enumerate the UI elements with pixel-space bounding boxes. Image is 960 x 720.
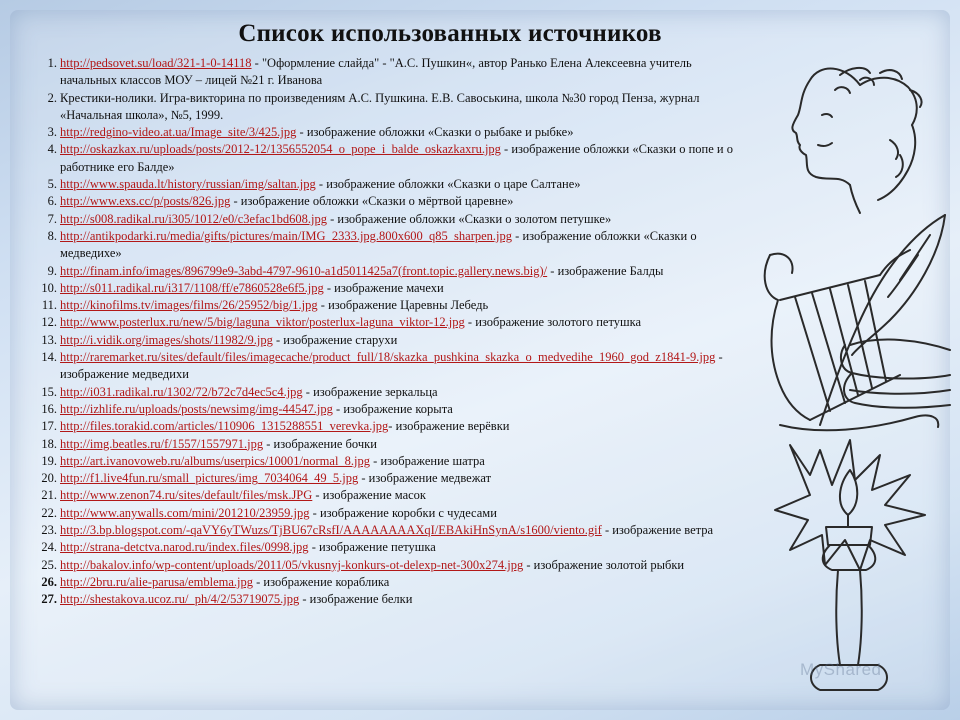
source-number: 9. bbox=[47, 263, 57, 278]
source-link[interactable]: http://strana-detctva.narod.ru/index.files/0998.jpg bbox=[60, 540, 309, 555]
source-description: - изображение корыта bbox=[332, 401, 453, 416]
source-item bbox=[34, 280, 744, 297]
source-text bbox=[60, 211, 744, 228]
source-description: - изображение шатра bbox=[370, 453, 485, 468]
source-text bbox=[60, 522, 744, 539]
source-text bbox=[60, 314, 744, 331]
source-text bbox=[60, 349, 744, 384]
source-link[interactable]: http://www.anywalls.com/mini/201210/23959.jpg bbox=[60, 505, 310, 520]
source-description: - изображение Царевны Лебедь bbox=[317, 298, 489, 313]
source-text bbox=[60, 401, 744, 418]
source-number: 14. bbox=[41, 350, 57, 365]
source-link[interactable]: http://shestakova.ucoz.ru/_ph/4/2/53719075.jpg bbox=[60, 592, 300, 607]
source-text bbox=[60, 453, 744, 470]
source-number: 12. bbox=[41, 315, 57, 330]
source-description: - изображение мачехи bbox=[323, 280, 444, 295]
source-link[interactable]: http://oskazkax.ru/uploads/posts/2012-12/1356552054_o_pope_i_balde_oskazkaxru.jpg bbox=[60, 142, 501, 157]
source-link[interactable]: http://3.bp.blogspot.com/-qaVY6yTWuzs/TjBU67cRsfI/AAAAAAAAXqI/EBAkiHnSynA/s1600/viento.gif bbox=[60, 523, 602, 538]
source-link[interactable]: http://www.exs.cc/p/posts/826.jpg bbox=[60, 194, 231, 209]
source-item bbox=[34, 401, 744, 418]
source-link[interactable]: http://art.ivanovoweb.ru/albums/userpics/10001/normal_8.jpg bbox=[60, 453, 371, 468]
source-number: 10. bbox=[41, 280, 57, 295]
source-item bbox=[34, 539, 744, 556]
source-item bbox=[34, 487, 744, 504]
source-number: 6. bbox=[47, 194, 57, 209]
source-number: 20. bbox=[41, 471, 57, 486]
source-description: - изображение белки bbox=[299, 592, 413, 607]
source-text bbox=[60, 124, 744, 141]
source-item bbox=[34, 591, 744, 608]
source-number: 19. bbox=[41, 453, 57, 468]
sources-list bbox=[34, 55, 744, 609]
source-link[interactable]: http://i031.radikal.ru/1302/72/b72c7d4ec5c4.jpg bbox=[60, 384, 303, 399]
source-number: 21. bbox=[41, 488, 57, 503]
source-link[interactable]: http://izhlife.ru/uploads/posts/newsimg/img-44547.jpg bbox=[60, 401, 333, 416]
source-link[interactable]: http://files.torakid.com/articles/110906_1315288551_verevka.jpg bbox=[60, 419, 389, 434]
source-number: 25. bbox=[41, 557, 57, 572]
source-number: 24. bbox=[41, 540, 57, 555]
source-item bbox=[34, 228, 744, 263]
source-text bbox=[60, 55, 744, 90]
source-text bbox=[60, 574, 744, 591]
source-text bbox=[60, 384, 744, 401]
source-item bbox=[34, 55, 744, 90]
source-number: 4. bbox=[47, 142, 57, 157]
source-number: 16. bbox=[41, 401, 57, 416]
source-text bbox=[60, 418, 744, 435]
source-link[interactable]: http://www.spauda.lt/history/russian/img/saltan.jpg bbox=[60, 177, 316, 192]
source-number: 1. bbox=[47, 56, 57, 70]
source-item bbox=[34, 263, 744, 280]
source-item bbox=[34, 332, 744, 349]
source-number: 27. bbox=[41, 592, 57, 607]
source-text bbox=[60, 297, 744, 314]
source-description: - изображение петушка bbox=[308, 540, 436, 555]
source-item bbox=[34, 176, 744, 193]
source-item bbox=[34, 349, 744, 384]
source-description: - изображение бочки bbox=[263, 436, 377, 451]
pushkin-profile-drawing bbox=[792, 68, 921, 213]
source-item bbox=[34, 297, 744, 314]
source-description: - изображение ветра bbox=[601, 523, 714, 538]
source-link[interactable]: http://s008.radikal.ru/i305/1012/e0/c3efac1bd608.jpg bbox=[60, 211, 327, 226]
source-number: 5. bbox=[47, 177, 57, 192]
source-number: 17. bbox=[41, 419, 57, 434]
source-number: 23. bbox=[41, 523, 57, 538]
watermark-logo: MyShared bbox=[800, 660, 882, 679]
source-item bbox=[34, 193, 744, 210]
source-link[interactable]: http://raremarket.ru/sites/default/files/imagecache/product_full/18/skazka_pushkina_skazka_o_medvedihe_1960_god_z1841-9.jpg bbox=[60, 350, 716, 365]
source-description: - изображение золотой рыбки bbox=[523, 557, 685, 572]
source-link[interactable]: http://antikpodarki.ru/media/gifts/pictures/main/IMG_2333.jpg.800x600_q85_sharpen.jpg bbox=[60, 228, 513, 243]
source-number: 11. bbox=[41, 298, 57, 313]
source-description: - изображение обложки «Сказки о рыбаке и рыбке» bbox=[296, 125, 574, 140]
source-link[interactable]: http://f1.live4fun.ru/small_pictures/img_7034064_49_5.jpg bbox=[60, 471, 359, 486]
source-text bbox=[60, 228, 744, 263]
source-link[interactable]: http://i.vidik.org/images/shots/11982/9.jpg bbox=[60, 332, 273, 347]
source-link[interactable]: http://pedsovet.su/load/321-1-0-14118 bbox=[60, 56, 252, 70]
source-text bbox=[60, 557, 744, 574]
source-link[interactable]: http://2bru.ru/alie-parusa/emblema.jpg bbox=[60, 574, 253, 589]
source-item bbox=[34, 574, 744, 591]
source-text bbox=[60, 332, 744, 349]
source-description: Крестики-нолики. Игра-викторина по произведениям А.С. Пушкина. Е.В. Савоськина, школа №30 город Пенза, журнал «Начальная школа», №5, 1999. bbox=[60, 90, 700, 122]
source-description: - изображение верёвки bbox=[388, 419, 510, 434]
source-text bbox=[60, 141, 744, 176]
source-number: 3. bbox=[47, 125, 57, 140]
source-item bbox=[34, 418, 744, 435]
source-number: 22. bbox=[41, 505, 57, 520]
source-description: - изображение кораблика bbox=[253, 574, 390, 589]
source-description: - изображение Балды bbox=[547, 263, 664, 278]
source-number: 18. bbox=[41, 436, 57, 451]
source-item bbox=[34, 314, 744, 331]
source-link[interactable]: http://www.zenon74.ru/sites/default/files/msk.JPG bbox=[60, 488, 313, 503]
source-text bbox=[60, 280, 744, 297]
source-item bbox=[34, 436, 744, 453]
source-description: - изображение обложки «Сказки о царе Салтане» bbox=[315, 177, 581, 192]
source-text bbox=[60, 505, 744, 522]
candle-drawing bbox=[775, 440, 925, 690]
source-item bbox=[34, 124, 744, 141]
source-description: - изображение медвежат bbox=[358, 471, 492, 486]
source-text bbox=[60, 487, 744, 504]
source-link[interactable]: http://s011.radikal.ru/i317/1108/ff/e7860528e6f5.jpg bbox=[60, 280, 324, 295]
source-number: 26. bbox=[41, 574, 57, 589]
source-text bbox=[60, 436, 744, 453]
source-item bbox=[34, 522, 744, 539]
source-text bbox=[60, 470, 744, 487]
source-text bbox=[60, 90, 744, 125]
source-description: - изображение обложки «Сказки о мёртвой царевне» bbox=[230, 194, 514, 209]
source-text bbox=[60, 591, 744, 608]
source-item bbox=[34, 384, 744, 401]
source-description: - изображение обложки «Сказки о попе и о работнике его Балде» bbox=[60, 142, 733, 174]
source-description: - изображение зеркальца bbox=[302, 384, 438, 399]
source-text bbox=[60, 176, 744, 193]
source-link[interactable]: http://bakalov.info/wp-content/uploads/2011/05/vkusnyj-konkurs-ot-delexp-net-300x274.jpg bbox=[60, 557, 524, 572]
source-item bbox=[34, 211, 744, 228]
source-description: - изображение обложки «Сказки о медведихе» bbox=[60, 228, 697, 261]
source-link[interactable]: http://redgino-video.at.ua/Image_site/3/425.jpg bbox=[60, 125, 297, 140]
source-link[interactable]: http://img.beatles.ru/f/1557/1557971.jpg bbox=[60, 436, 264, 451]
source-item bbox=[34, 470, 744, 487]
source-item bbox=[34, 505, 744, 522]
source-item bbox=[34, 90, 744, 125]
source-number: 15. bbox=[41, 384, 57, 399]
source-text bbox=[60, 263, 744, 280]
source-number: 2. bbox=[47, 90, 57, 105]
source-item bbox=[34, 453, 744, 470]
source-description: - изображение масок bbox=[312, 488, 426, 503]
source-item bbox=[34, 557, 744, 574]
source-description: - изображение старухи bbox=[272, 332, 398, 347]
source-description: - изображение обложки «Сказки о золотом петушке» bbox=[326, 211, 612, 226]
source-number: 8. bbox=[47, 228, 57, 243]
source-number: 13. bbox=[41, 332, 57, 347]
source-description: - изображение золотого петушка bbox=[464, 315, 642, 330]
page-title: Список использованных источников bbox=[238, 20, 662, 47]
source-text bbox=[60, 539, 744, 556]
pushkin-lyre-candle-illustration bbox=[740, 45, 955, 705]
source-link[interactable]: http://finam.info/images/896799e9-3abd-4797-9610-a1d5011425a7(front.topic.gallery.news.big)/ bbox=[60, 263, 548, 278]
source-number: 7. bbox=[47, 211, 57, 226]
source-description: - изображение медведихи bbox=[60, 350, 723, 382]
source-text bbox=[60, 193, 744, 210]
source-item bbox=[34, 141, 744, 176]
source-link[interactable]: http://kinofilms.tv/images/films/26/25952/big/1.jpg bbox=[60, 298, 318, 313]
source-description: - "Оформление слайда" - "А.С. Пушкин«, автор Ранько Елена Алексеевна учитель начальных классов МОУ – лицей №21 г. Иванова bbox=[60, 56, 692, 88]
source-link[interactable]: http://www.posterlux.ru/new/5/big/laguna_viktor/posterlux-laguna_viktor-12.jpg bbox=[60, 315, 465, 330]
source-description: - изображение коробки с чудесами bbox=[309, 505, 497, 520]
